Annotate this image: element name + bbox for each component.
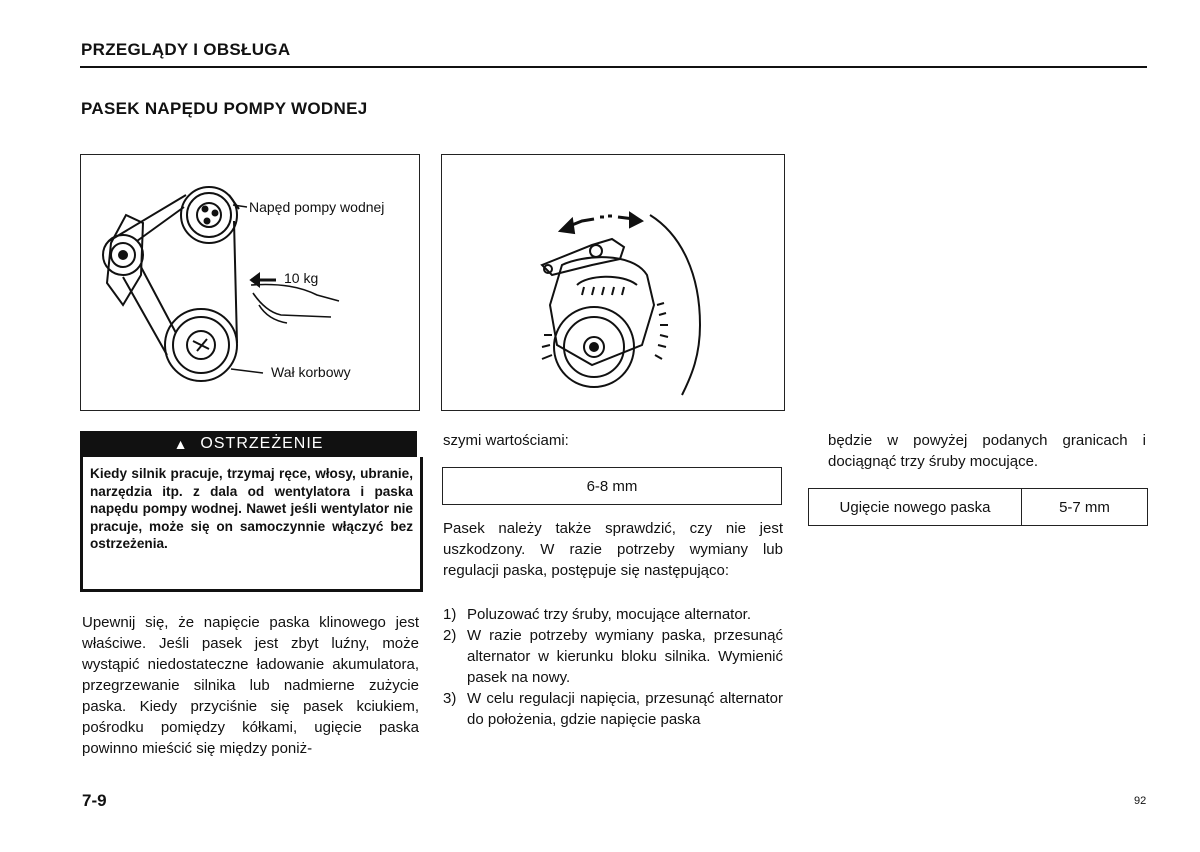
step-text: W celu regulacji napięcia, przesunąć alternator do położenia, gdzie napięcie paska xyxy=(467,690,783,728)
new-belt-deflection-table xyxy=(808,488,1148,526)
header-title: PRZEGLĄDY I OBSŁUGA xyxy=(81,40,291,59)
label-crankshaft: Wał korbowy xyxy=(271,364,351,380)
page-count: 92 xyxy=(1134,795,1147,807)
list-item xyxy=(443,625,783,688)
table-value-cell: 5-7 mm xyxy=(1059,498,1110,516)
procedure-steps xyxy=(443,604,783,730)
list-item xyxy=(443,604,783,625)
list-item xyxy=(443,688,783,730)
warning-title: OSTRZEŻENIE xyxy=(200,435,324,452)
label-water-pump-drive: Napęd pompy wodnej xyxy=(249,199,385,215)
warning-body: Kiedy silnik pracuje, trzymaj ręce, włosy, ubranie, narzędzia itp. z dala od wentylatora i paska napędu pompy wodnej. Nawet jeśli wentylator nie pracuje, może się on samoczynnie włączyć bez ostrzeżenia. xyxy=(80,457,423,592)
tension-paragraph: Upewnij się, że napięcie paska klinowego jest właściwe. Jeśli pasek jest zbyt luźny, może wystąpić niedostateczne ładowanie akumulatora, przegrzewanie silnika lub nadmierne zużycie paska. Kiedy przyciśnie się pasek kciukiem, pośrodku pomiędzy kółkami, ugięcie paska powinno mieścić się między poniż- xyxy=(82,614,419,757)
belt-tension-diagram xyxy=(80,154,420,411)
step-number: 1) xyxy=(443,606,457,623)
section-title: PASEK NAPĘDU POMPY WODNEJ xyxy=(81,99,368,118)
step-number: 2) xyxy=(443,627,457,644)
inspection-paragraph: Pasek należy także sprawdzić, czy nie jest uszkodzony. W razie potrzeby wymiany lub regulacji paska, postępuje się następująco: xyxy=(443,520,783,579)
deflection-spec-value: 6-8 mm xyxy=(586,477,638,495)
values-lead-text: szymi wartościami: xyxy=(443,432,569,449)
step-number: 3) xyxy=(443,690,457,707)
warning-triangle-icon: ▲ xyxy=(173,436,189,452)
label-force: 10 kg xyxy=(284,270,319,286)
page-label: 7-9 xyxy=(82,791,107,810)
step-text: W razie potrzeby wymiany paska, przesunąć alternator w kierunku bloku silnika. Wymienić pasek na nowy. xyxy=(467,627,783,686)
limits-paragraph: będzie w powyżej podanych granicach i dociągnąć trzy śruby mocujące. xyxy=(828,432,1146,470)
deflection-spec-box xyxy=(442,467,782,505)
header-divider xyxy=(80,66,1147,68)
alternator-adjustment-diagram xyxy=(441,154,785,411)
table-label-cell: Ugięcie nowego paska xyxy=(809,489,1022,525)
step-text: Poluzować trzy śruby, mocujące alternator. xyxy=(467,606,752,623)
warning-header xyxy=(80,431,417,457)
